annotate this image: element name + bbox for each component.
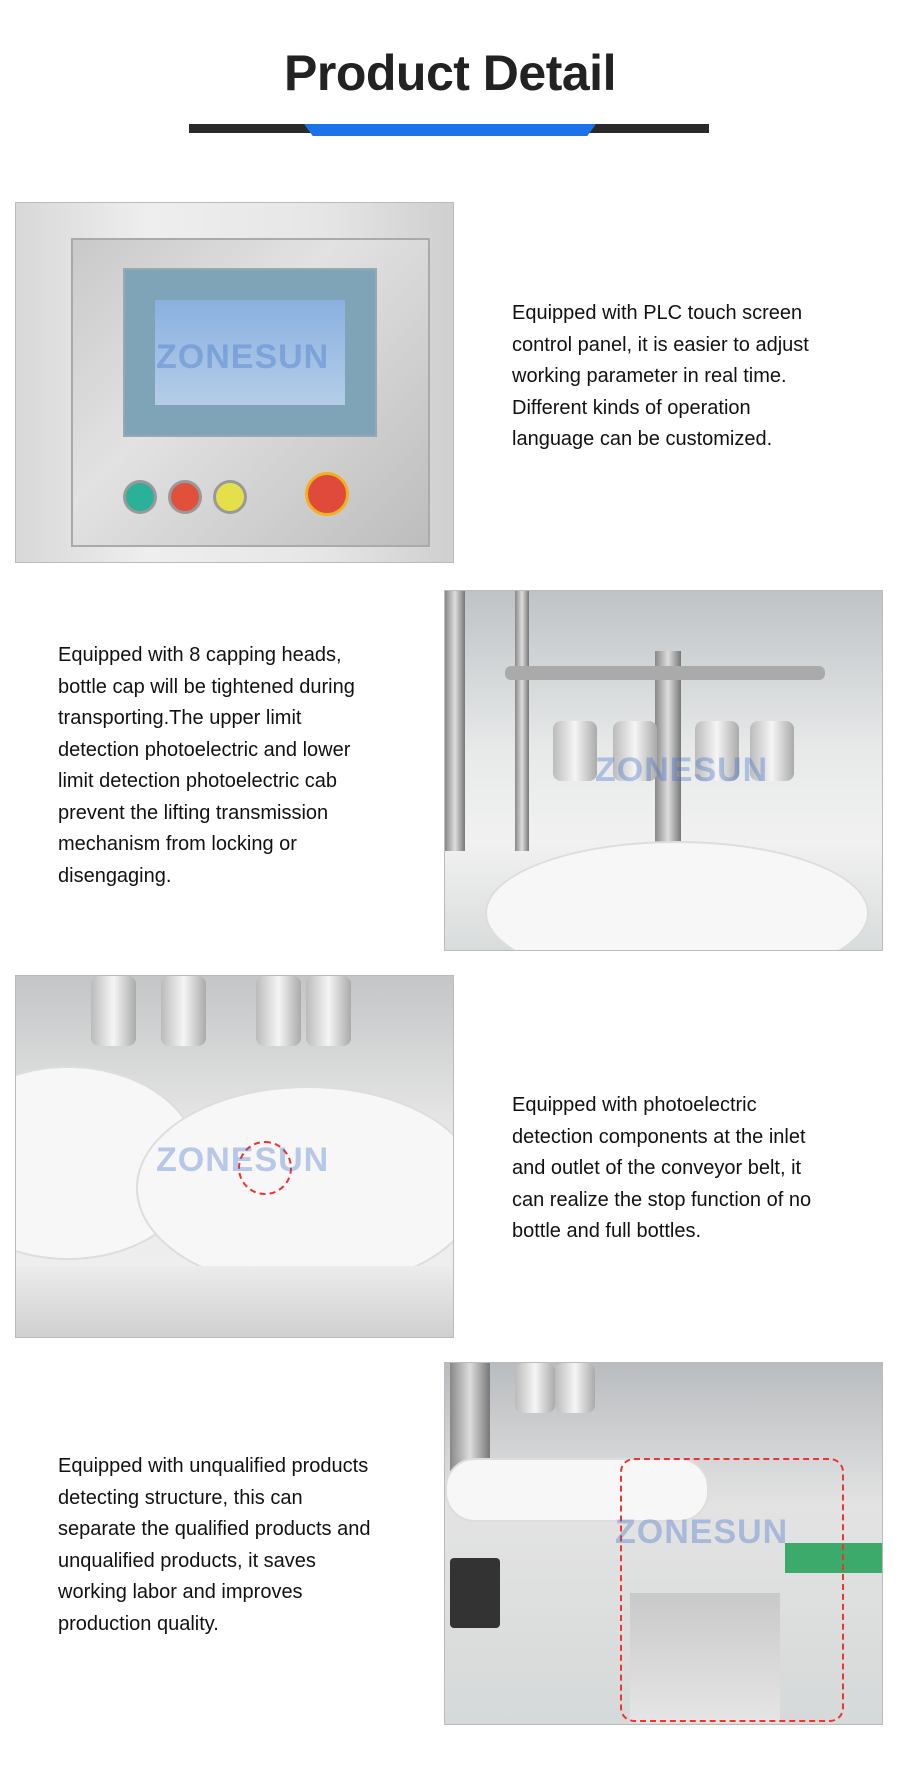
- description-line: control panel, it is easier to adjust: [512, 333, 809, 356]
- watermark: ZONESUN: [156, 338, 330, 376]
- title-underline-accent: [304, 124, 596, 136]
- reset-button-icon: [213, 480, 247, 514]
- section-4-description: [58, 1451, 398, 1640]
- plc-control-panel-photo: [15, 202, 454, 563]
- description-line: Equipped with 8 capping heads,: [58, 644, 342, 666]
- start-button-icon: [123, 480, 157, 514]
- description-line: detection components at the inlet: [512, 1125, 806, 1148]
- section-2-description: [58, 640, 398, 892]
- description-line: detecting structure, this can: [58, 1486, 303, 1509]
- description-line: separate the qualified products and: [58, 1518, 371, 1540]
- description-line: limit detection photoelectric cab: [58, 770, 338, 792]
- page-title: Product Detail: [284, 45, 616, 101]
- control-cabinet: [71, 238, 430, 547]
- description-line: language can be customized.: [512, 428, 773, 450]
- description-line: Equipped with photoelectric: [512, 1094, 757, 1116]
- description-line: mechanism from locking or: [58, 833, 297, 855]
- description-line: bottle cap will be tightened during: [58, 675, 355, 698]
- description-line: bottle and full bottles.: [512, 1220, 702, 1242]
- description-line: working labor and improves: [58, 1581, 303, 1603]
- description-line: working parameter in real time.: [512, 365, 787, 387]
- watermark: ZONESUN: [615, 1513, 789, 1551]
- section-1-description: [512, 298, 852, 456]
- stop-button-icon: [168, 480, 202, 514]
- description-line: Different kinds of operation: [512, 396, 751, 419]
- description-line: transporting.The upper limit: [58, 707, 302, 729]
- capping-heads-photo: [444, 590, 883, 951]
- description-line: and outlet of the conveyor belt, it: [512, 1157, 802, 1179]
- description-line: prevent the lifting transmission: [58, 801, 329, 824]
- description-line: unqualified products, it saves: [58, 1549, 316, 1572]
- description-line: Equipped with unqualified products: [58, 1455, 369, 1477]
- section-3-description: [512, 1090, 852, 1248]
- emergency-stop-icon: [305, 472, 349, 516]
- watermark: ZONESUN: [595, 751, 769, 789]
- description-line: Equipped with PLC touch screen: [512, 302, 803, 324]
- rejection-structure-photo: [444, 1362, 883, 1725]
- description-line: detection photoelectric and lower: [58, 738, 351, 761]
- watermark: ZONESUN: [156, 1141, 330, 1179]
- description-line: disengaging.: [58, 864, 172, 887]
- photoelectric-detection-photo: [15, 975, 454, 1338]
- description-line: production quality.: [58, 1612, 219, 1635]
- description-line: can realize the stop function of no: [512, 1188, 812, 1211]
